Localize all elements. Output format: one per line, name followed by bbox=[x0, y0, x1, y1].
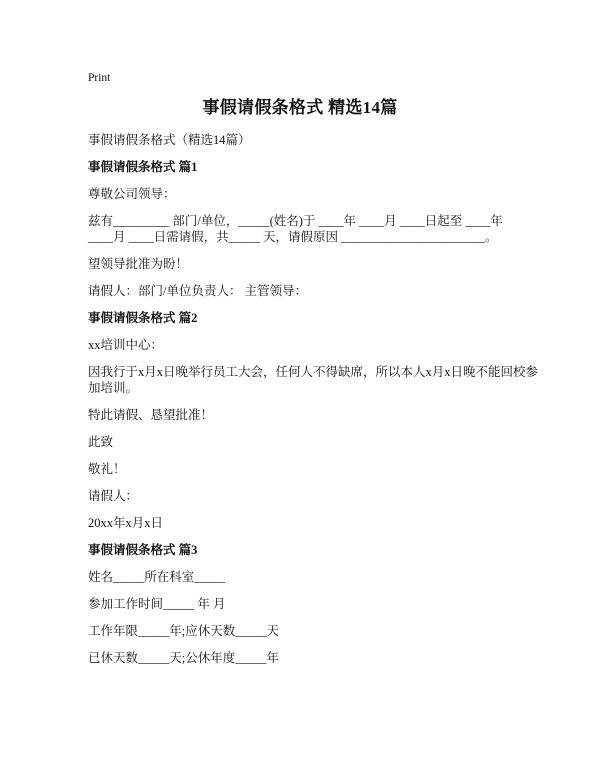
document-subtitle: 事假请假条格式（精选14篇） bbox=[88, 133, 251, 147]
recipient: xx培训中心： bbox=[88, 338, 164, 352]
paragraph-line: 兹有_________ 部门/单位，_____(姓名)于 ____年 ____月 ____日起至 ____年 bbox=[88, 214, 503, 228]
closing-phrase: 此致 bbox=[88, 435, 114, 449]
salutation: 尊敬公司领导： bbox=[88, 187, 176, 201]
leave-request-paragraph bbox=[0, 213, 600, 245]
paragraph-line: ____月 ____日需请假，共_____ 天，请假原因 _______________________。 bbox=[88, 230, 498, 244]
applicant-label: 请假人： bbox=[88, 489, 139, 503]
date-line: 20xx年x月x日 bbox=[88, 516, 164, 530]
section-heading-2: 事假请假条格式 篇2 bbox=[88, 311, 198, 325]
paragraph-line: 加培训。 bbox=[88, 381, 139, 395]
form-field-days-taken: 已休天数_____天;公休年度_____年 bbox=[88, 651, 279, 665]
salute: 敬礼！ bbox=[88, 462, 126, 476]
form-field-work-years: 工作年限_____年;应休天数_____天 bbox=[88, 624, 279, 638]
reason-paragraph bbox=[0, 364, 600, 396]
section-heading-1: 事假请假条格式 篇1 bbox=[88, 160, 198, 174]
paragraph-line: 因我行于x月x日晚举行员工大会，任何人不得缺席，所以本人x月x日晚不能回校参 bbox=[88, 365, 539, 379]
print-link[interactable]: Print bbox=[88, 72, 111, 84]
request-approval: 特此请假、恳望批准！ bbox=[88, 408, 214, 422]
form-field-name-dept: 姓名_____所在科室_____ bbox=[88, 570, 226, 584]
document-title: 事假请假条格式 精选14篇 bbox=[202, 98, 398, 117]
closing-request: 望领导批准为盼！ bbox=[88, 257, 189, 271]
document-content bbox=[0, 70, 600, 666]
form-field-work-start: 参加工作时间_____ 年 月 bbox=[88, 597, 226, 611]
section-heading-3: 事假请假条格式 篇3 bbox=[88, 543, 198, 557]
signature-line: 请假人：部门/单位负责人： 主管领导： bbox=[88, 284, 308, 298]
